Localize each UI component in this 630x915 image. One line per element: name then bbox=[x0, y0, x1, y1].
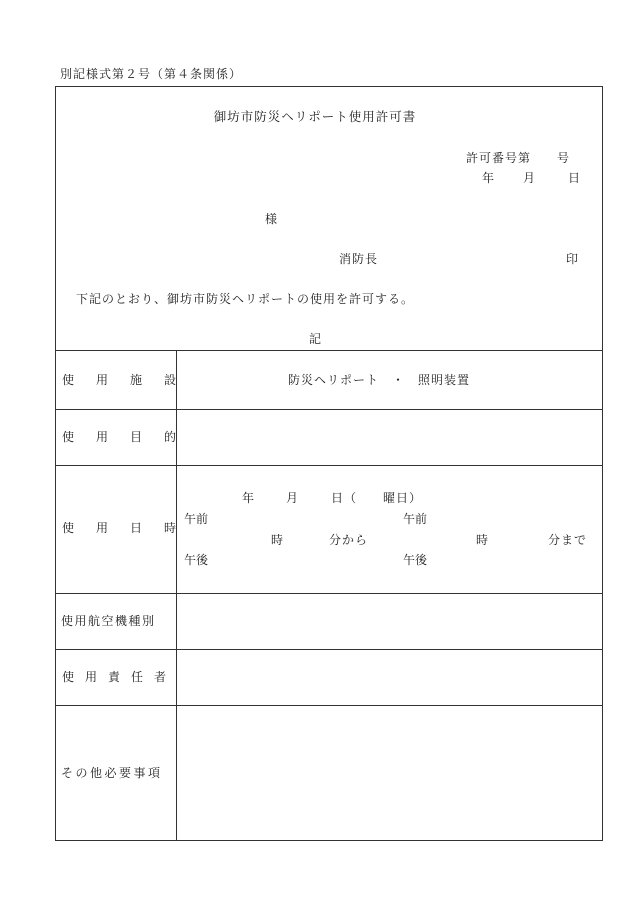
facility-options[interactable]: 防災ヘリポート ・ 照明装置 bbox=[288, 373, 471, 387]
issue-date-year: 年 bbox=[482, 171, 495, 185]
purpose-label-text: 使用目的 bbox=[62, 430, 199, 444]
responsible-field[interactable] bbox=[178, 651, 600, 703]
ki-heading: 記 bbox=[309, 332, 322, 346]
issue-date-day: 日 bbox=[568, 171, 581, 185]
aircraft-type-label: 使用航空機種別 bbox=[61, 614, 156, 628]
table-top-rule bbox=[55, 350, 603, 351]
responsible-label-text: 使用責任者 bbox=[62, 670, 178, 684]
end-minute-label: 分まで bbox=[548, 533, 588, 547]
row-divider bbox=[55, 409, 603, 410]
responsible-label bbox=[62, 671, 177, 683]
start-pm-label[interactable]: 午後 bbox=[184, 553, 209, 567]
document-title: 御坊市防災ヘリポート使用許可書 bbox=[213, 109, 417, 124]
purpose-field[interactable] bbox=[178, 411, 600, 463]
aircraft-type-field[interactable] bbox=[178, 595, 600, 647]
column-divider bbox=[176, 350, 177, 841]
use-date-month: 月 bbox=[286, 491, 299, 505]
facility-label-text: 使用施設 bbox=[62, 373, 199, 387]
form-reference: 別記様式第２号（第４条関係） bbox=[60, 67, 243, 81]
end-pm-label[interactable]: 午後 bbox=[403, 553, 428, 567]
start-am-label[interactable]: 午前 bbox=[184, 512, 209, 526]
datetime-label bbox=[62, 522, 198, 534]
start-hour-label: 時 bbox=[271, 533, 284, 547]
permit-statement: 下記のとおり、御坊市防災ヘリポートの使用を許可する。 bbox=[76, 292, 415, 306]
issue-date-month: 月 bbox=[523, 171, 536, 185]
other-items-field[interactable] bbox=[178, 707, 600, 839]
issuer-title: 消防長 bbox=[339, 252, 379, 266]
seal-mark: 印 bbox=[566, 252, 579, 266]
addressee-suffix: 様 bbox=[265, 212, 278, 226]
datetime-label-text: 使用日時 bbox=[62, 521, 199, 535]
row-divider bbox=[55, 705, 603, 706]
row-divider bbox=[55, 649, 603, 650]
use-date-day-weekday: 日（ 曜日） bbox=[331, 491, 423, 505]
permit-number[interactable]: 許可番号第 号 bbox=[466, 151, 571, 165]
start-minute-label: 分から bbox=[329, 533, 369, 547]
row-divider bbox=[55, 593, 603, 594]
end-am-label[interactable]: 午前 bbox=[403, 512, 428, 526]
facility-label bbox=[62, 373, 199, 387]
use-date-year: 年 bbox=[242, 491, 255, 505]
end-hour-label: 時 bbox=[476, 533, 489, 547]
row-divider bbox=[55, 465, 603, 466]
other-items-label: その他必要事項 bbox=[61, 766, 163, 780]
